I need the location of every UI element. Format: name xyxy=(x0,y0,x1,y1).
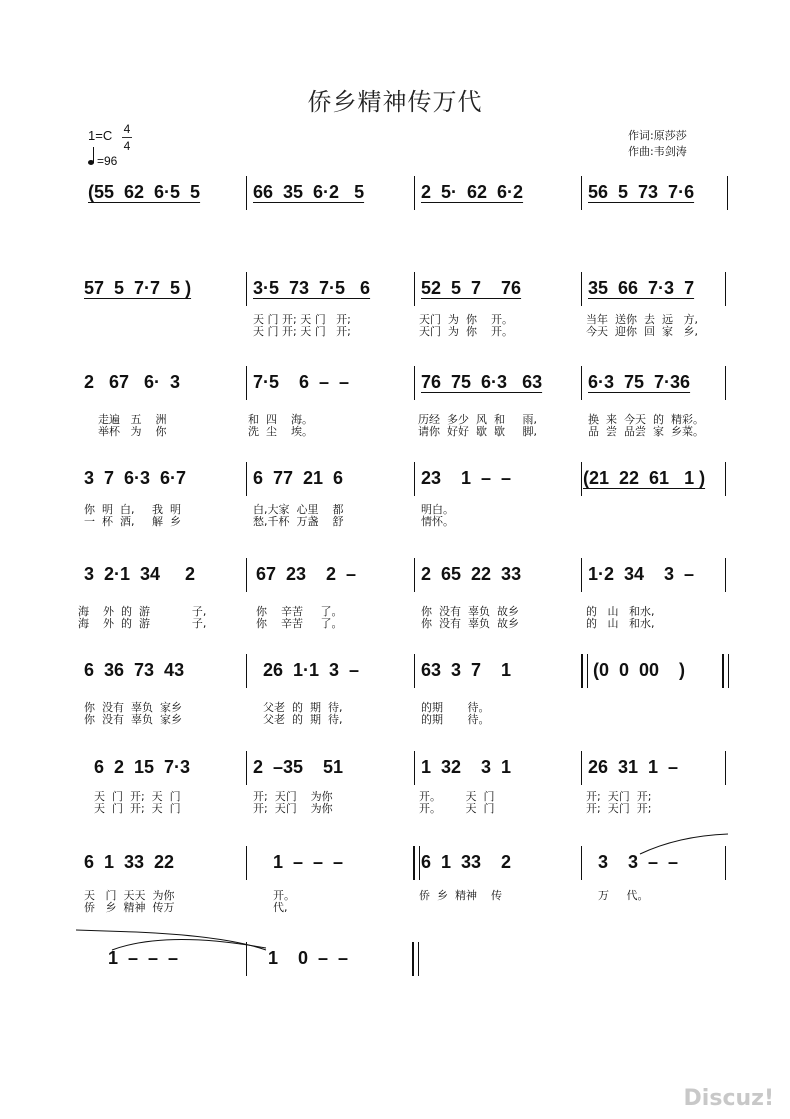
lyric-line-1: 历经 多少 风 和 雨, xyxy=(418,413,537,426)
barline xyxy=(414,558,415,592)
lyric-line-2: 开; 天门 为你 xyxy=(253,802,333,815)
lyric-line-1: 天 门 天天 为你 xyxy=(84,889,175,902)
lyric-line-2: 的 山 和水, xyxy=(586,617,655,630)
lyric-line-2: 一 杯 酒, 解 乡 xyxy=(84,515,181,528)
measure: 1·2 34 3 – xyxy=(588,564,695,584)
lyric-line-2: 今天 迎你 回 家 乡, xyxy=(586,325,698,338)
measure: (55 62 6·5 5 xyxy=(88,182,201,202)
measure: 6 2 15 7·3 xyxy=(94,757,191,777)
barline xyxy=(246,942,247,976)
lyric-line-1: 开; 天门 为你 xyxy=(253,790,333,803)
barline xyxy=(725,462,726,496)
lyric-line-2: 父老 的 期 待, xyxy=(263,713,343,726)
lyric-line-2: 举杯 为 你 xyxy=(84,425,167,438)
time-signature-top: 4 xyxy=(123,122,131,136)
lyric-line-1: 开; 天门 开; xyxy=(586,790,652,803)
measure: 57 5 7·7 5 ) xyxy=(84,278,192,298)
lyric-line-2: 品 尝 品尝 家 乡菜。 xyxy=(588,425,704,438)
lyric-line-1: 你 没有 辜负 故乡 xyxy=(421,605,519,618)
lyric-line-2: 你 没有 辜负 故乡 xyxy=(421,617,519,630)
composer: 作曲:韦剑涛 xyxy=(628,145,687,158)
measure: 2 65 22 33 xyxy=(421,564,522,584)
measure: 6 1 33 2 xyxy=(421,852,512,872)
barline xyxy=(414,462,415,496)
lyric-line-2: 你 辛苦 了。 xyxy=(256,617,343,630)
score-title: 侨乡精神传万代 xyxy=(307,88,483,116)
lyric-line-2: 天 门 开; 天 门 开; xyxy=(253,325,351,338)
measure: 1 – – – xyxy=(273,852,344,872)
lyric-line-2: 天 门 开; 天 门 xyxy=(94,802,181,815)
barline xyxy=(581,558,582,592)
lyric-line-2: 洗 尘 埃。 xyxy=(248,425,313,438)
barline xyxy=(414,654,415,688)
repeat-start-barline xyxy=(722,654,729,688)
barline xyxy=(414,751,415,785)
barline xyxy=(414,366,415,400)
measure: 1 – – – xyxy=(108,948,179,968)
lyric-line-1: 你 明 白, 我 明 xyxy=(84,503,181,516)
lyric-line-2: 的期 待。 xyxy=(421,713,490,726)
tempo-value: =96 xyxy=(97,154,118,168)
barline xyxy=(246,654,247,688)
lyric-line-1: 当年 送你 去 远 方, xyxy=(586,313,698,326)
lyric-line-2: 愁,千杯 万盏 舒 xyxy=(253,515,344,528)
lyric-line-1: 白,大家 心里 都 xyxy=(253,503,344,516)
lyric-line-1: 天 门 开; 天 门 开; xyxy=(253,313,351,326)
barline xyxy=(246,462,247,496)
measure: 3 2·1 34 2 xyxy=(84,564,196,584)
quarter-note-icon xyxy=(88,160,94,165)
lyric-line-1: 开。 xyxy=(273,889,295,902)
lyric-line-1: 明白。 xyxy=(421,503,454,516)
measure: 3 3 – – xyxy=(598,852,679,872)
lyric-line-2: 天门 为 你 开。 xyxy=(419,325,513,338)
repeat-start-barline xyxy=(413,846,420,880)
lyric-line-1: 和 四 海。 xyxy=(248,413,313,426)
measure: 6 36 73 43 xyxy=(84,660,185,680)
lyric-line-1: 天门 为 你 开。 xyxy=(419,313,513,326)
barline xyxy=(246,272,247,306)
measure: 7·5 6 – – xyxy=(253,372,350,392)
barline xyxy=(246,176,247,210)
lyric-line-1: 的 山 和水, xyxy=(586,605,655,618)
lyric-line-1: 的期 待。 xyxy=(421,701,490,714)
lyric-line-2: 侨 乡 精神 传万 xyxy=(84,901,175,914)
barline xyxy=(246,558,247,592)
time-signature-bottom: 4 xyxy=(123,139,131,153)
watermark: Discuz! xyxy=(683,1086,774,1111)
lyric-line-1: 父老 的 期 待, xyxy=(263,701,343,714)
measure: 76 75 6·3 63 xyxy=(421,372,543,392)
measure: 3·5 73 7·5 6 xyxy=(253,278,371,298)
measure: 23 1 – – xyxy=(421,468,512,488)
measure: 63 3 7 1 xyxy=(421,660,512,680)
tempo-marking xyxy=(88,154,117,168)
lyric-line-2: 海 外 的 游 子, xyxy=(78,617,207,630)
credits xyxy=(628,128,687,160)
measure: 52 5 7 76 xyxy=(421,278,522,298)
barline xyxy=(581,462,582,496)
barline xyxy=(581,176,582,210)
measure: 26 31 1 – xyxy=(588,757,679,777)
lyric-line-1: 开。 天 门 xyxy=(419,790,495,803)
measure: 56 5 73 7·6 xyxy=(588,182,695,202)
barline xyxy=(725,558,726,592)
lyric-line-2: 开; 天门 开; xyxy=(586,802,652,815)
measure: 2 –35 51 xyxy=(253,757,344,777)
measure: 2 5· 62 6·2 xyxy=(421,182,524,202)
lyric-line-1: 你 辛苦 了。 xyxy=(256,605,343,618)
barline xyxy=(581,846,582,880)
measure: 26 1·1 3 – xyxy=(263,660,360,680)
lyric-line-1: 天 门 开; 天 门 xyxy=(94,790,181,803)
measure: (0 0 00 ) xyxy=(593,660,686,680)
lyric-line-1: 侨 乡 精神 传 xyxy=(419,889,502,902)
repeat-end-barline xyxy=(581,654,588,688)
barline xyxy=(414,176,415,210)
lyric-line-1: 你 没有 辜负 家乡 xyxy=(84,701,182,714)
barline xyxy=(725,366,726,400)
lyric-line-2: 开。 天 门 xyxy=(419,802,495,815)
barline xyxy=(414,272,415,306)
measure: 66 35 6·2 5 xyxy=(253,182,365,202)
barline xyxy=(725,272,726,306)
barline xyxy=(581,366,582,400)
barline xyxy=(246,846,247,880)
lyric-line-2: 请你 好好 歇 歇 脚, xyxy=(418,425,537,438)
measure: 1 32 3 1 xyxy=(421,757,512,777)
lyric-line-1: 走遍 五 洲 xyxy=(84,413,167,426)
measure: 2 67 6· 3 xyxy=(84,372,181,392)
lyric-line-2: 情怀。 xyxy=(421,515,454,528)
key-signature: 1=C xyxy=(88,128,113,143)
lyric-line-2: 你 没有 辜负 家乡 xyxy=(84,713,182,726)
measure: 1 0 – – xyxy=(268,948,349,968)
barline xyxy=(727,176,728,210)
time-signature xyxy=(122,121,132,154)
lyric-line-1: 换 来 今天 的 精彩。 xyxy=(588,413,704,426)
measure: 67 23 2 – xyxy=(256,564,357,584)
final-barline xyxy=(412,942,419,976)
measure: (21 22 61 1 ) xyxy=(583,468,706,488)
measure: 6 1 33 22 xyxy=(84,852,175,872)
lyric-line-2: 代, xyxy=(273,901,288,914)
measure: 35 66 7·3 7 xyxy=(588,278,695,298)
lyric-line-1: 万 代。 xyxy=(598,889,649,902)
lyric-line-1: 海 外 的 游 子, xyxy=(78,605,207,618)
barline xyxy=(725,751,726,785)
measure: 3 7 6·3 6·7 xyxy=(84,468,187,488)
tie-arc xyxy=(638,832,738,856)
lyricist: 作词:原莎莎 xyxy=(628,129,687,142)
barline xyxy=(581,751,582,785)
measure: 6 77 21 6 xyxy=(253,468,344,488)
barline xyxy=(246,751,247,785)
barline xyxy=(246,366,247,400)
barline xyxy=(581,272,582,306)
measure: 6·3 75 7·36 xyxy=(588,372,691,392)
